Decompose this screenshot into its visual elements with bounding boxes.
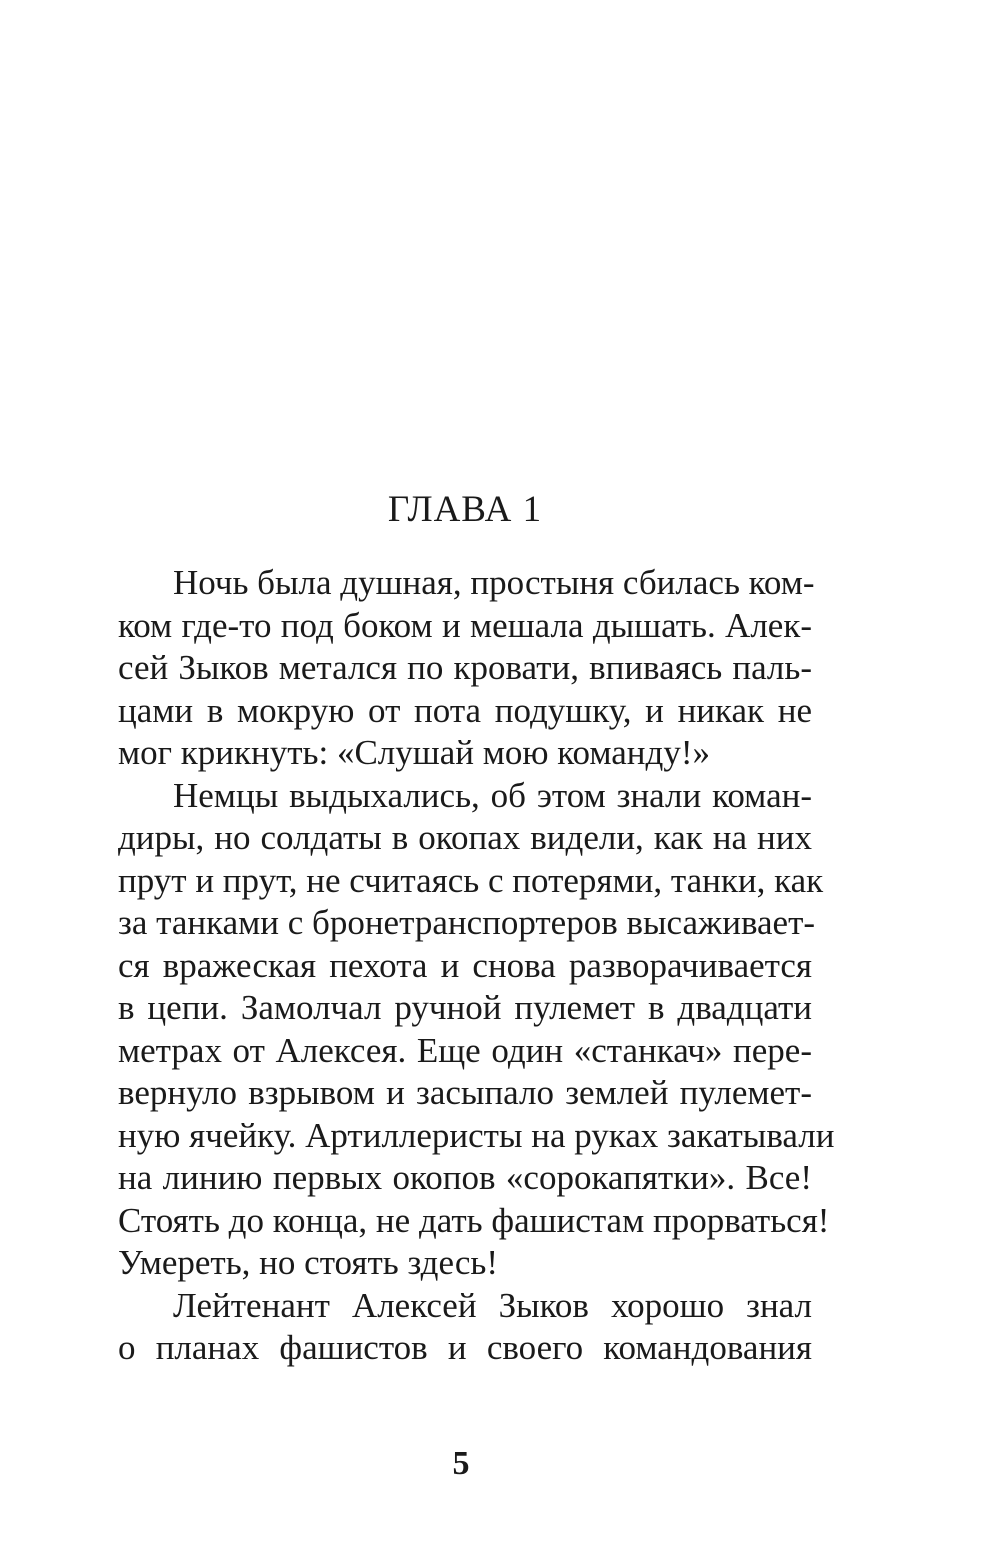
text-line: на линию первых окопов «сорокапятки». Все! — [118, 1158, 812, 1197]
text-line: прут и прут, не считаясь с потерями, танки, как — [118, 860, 824, 900]
text-line: в цепи. Замолчал ручной пулемет в двадцати — [118, 988, 812, 1027]
text-line: диры, но солдаты в окопах видели, как на них — [118, 818, 812, 857]
body-text — [118, 562, 835, 1370]
text-line: Стоять до конца, не дать фашистам прорваться! — [118, 1200, 830, 1240]
text-line: Умереть, но стоять здесь! — [118, 1243, 499, 1282]
text-line: мог крикнуть: «Слушай мою команду!» — [118, 733, 710, 772]
text-line: ся вражеская пехота и снова разворачивается — [118, 945, 812, 985]
text-line: сей Зыков метался по кровати, впиваясь паль- — [118, 648, 812, 687]
text-line: вернуло взрывом и засыпало землей пулемет- — [118, 1073, 812, 1112]
text-line: ком где-то под боком и мешала дышать. Алек- — [118, 605, 812, 645]
chapter-heading: ГЛАВА 1 — [387, 489, 543, 530]
text-line: за танками с бронетранспортеров высаживает- — [118, 903, 816, 942]
text-line: Немцы выдыхались, об этом знали коман- — [173, 775, 812, 815]
text-line: цами в мокрую от пота подушку, и никак не — [118, 690, 812, 730]
text-line: метрах от Алексея. Еще один «станкач» пере- — [118, 1030, 812, 1070]
text-line: о планах фашистов и своего командования — [118, 1328, 812, 1367]
text-line: Лейтенант Алексей Зыков хорошо знал — [173, 1285, 812, 1325]
text-line: ную ячейку. Артиллеристы на руках закатывали — [118, 1115, 835, 1155]
text-line: Ночь была душная, простыня сбилась ком- — [173, 563, 815, 602]
page-number: 5 — [452, 1445, 470, 1482]
